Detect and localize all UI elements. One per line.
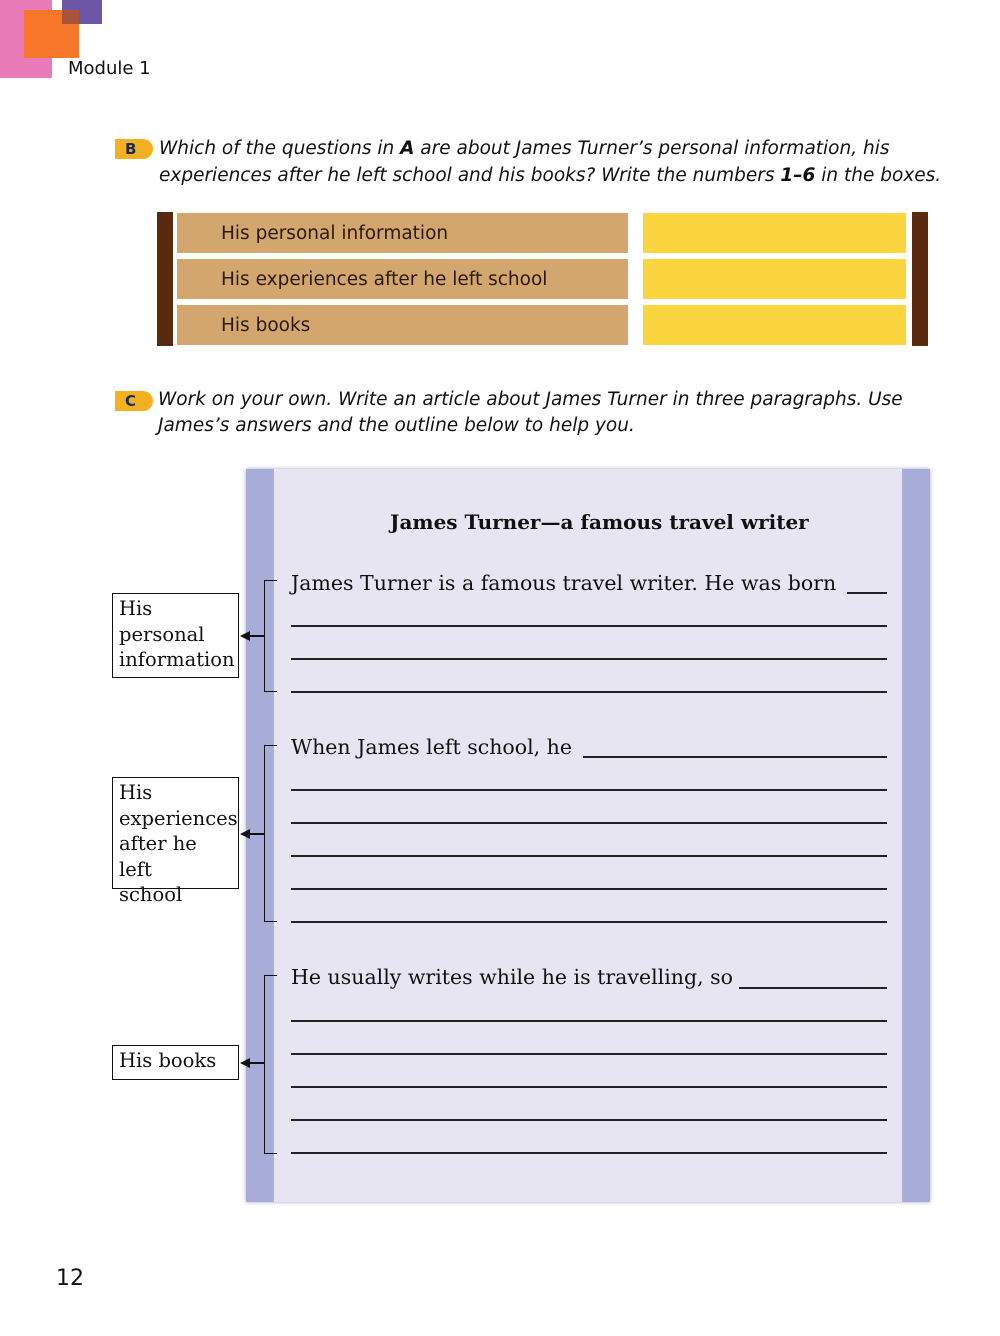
paragraph-3-start: He usually writes while he is travelling, so [291,965,734,989]
table-row-books-label: His books [177,305,628,345]
answer-box-experiences[interactable] [643,259,906,299]
arrow-left-icon [240,631,250,641]
paragraph-2-start: When James left school, he [291,735,573,759]
writing-line[interactable] [291,822,887,824]
arrow-line-3 [248,1062,264,1064]
corner-decoration-overlap [62,10,79,24]
section-c-instruction-line-2: James’s answers and the outline below to help you. [158,415,635,436]
arrow-line-2 [248,833,264,835]
module-label: Module 1 [68,58,151,79]
section-c-badge: C [115,391,153,411]
writing-line[interactable] [583,756,887,758]
writing-line[interactable] [291,1020,887,1022]
panel-right-bar [902,469,930,1202]
writing-line[interactable] [291,1086,887,1088]
table-left-edge [157,212,173,346]
writing-line[interactable] [291,658,887,660]
side-label-personal-information: His personal information [112,593,239,678]
page-number: 12 [56,1266,84,1291]
side-label-books: His books [112,1045,239,1080]
table-row-personal-information-label: His personal information [177,213,628,253]
section-b-instruction [159,135,941,189]
arrow-line-1 [248,635,264,637]
section-c-instruction [158,387,903,439]
writing-line[interactable] [291,789,887,791]
answer-box-personal-information[interactable] [643,213,906,253]
writing-line[interactable] [291,855,887,857]
bracket-paragraph-1 [264,580,277,692]
article-title: James Turner—a famous travel writer [390,510,809,534]
arrow-left-icon [240,1058,250,1068]
section-b-instruction-line-2: experiences after he left school and his books? Write the numbers 1–6 in the boxes. [159,165,942,186]
writing-line[interactable] [291,625,887,627]
writing-line[interactable] [291,1152,887,1154]
paragraph-1-start: James Turner is a famous travel writer. He was born [291,571,837,595]
writing-line[interactable] [291,1119,887,1121]
table-row-experiences-label: His experiences after he left school [177,259,628,299]
arrow-left-icon [240,829,250,839]
writing-line[interactable] [739,987,887,989]
table-right-edge [912,212,928,346]
writing-line[interactable] [291,921,887,923]
writing-line[interactable] [291,691,887,693]
section-b-badge: B [115,139,153,159]
writing-line[interactable] [847,592,887,594]
writing-line[interactable] [291,888,887,890]
section-b-instruction-line-1: Which of the questions in A are about James Turner’s personal information, his [159,138,890,159]
section-c-instruction-line-1: Work on your own. Write an article about James Turner in three paragraphs. Use [158,389,903,410]
writing-line[interactable] [291,1053,887,1055]
bracket-paragraph-2 [264,745,277,922]
side-label-experiences: His experiences after he left school [112,777,239,889]
bracket-paragraph-3 [264,975,277,1154]
answer-box-books[interactable] [643,305,906,345]
